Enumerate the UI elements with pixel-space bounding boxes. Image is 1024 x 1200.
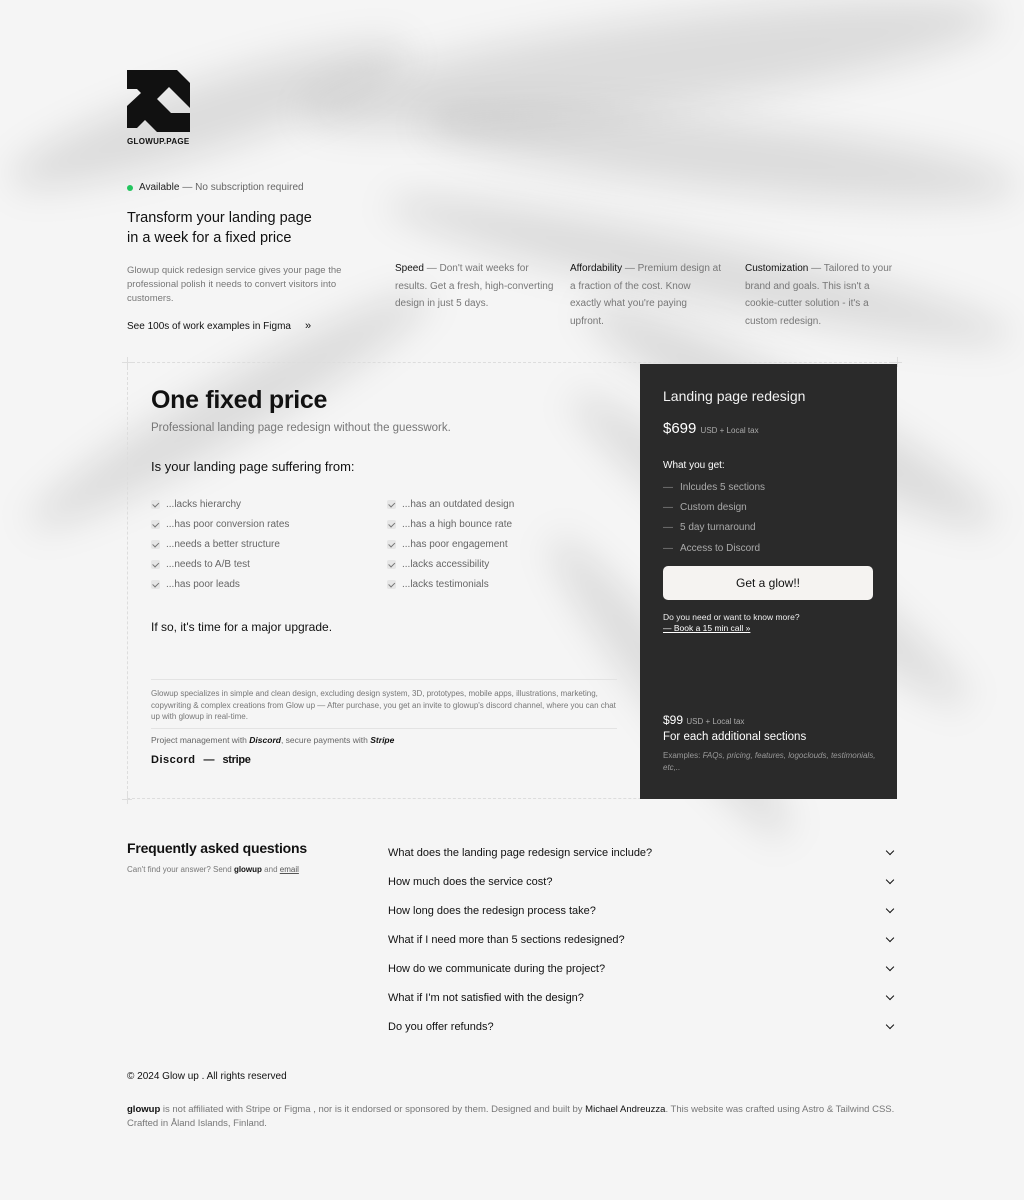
status-label: Available <box>139 182 180 193</box>
chevron-down-icon <box>886 963 894 971</box>
feature-text: — Don't wait weeks for results. Get a fresh, high-converting design in just 5 days. <box>395 263 554 309</box>
check-icon <box>387 500 396 509</box>
check-item <box>387 557 617 572</box>
check-item <box>151 517 387 532</box>
footer-brand: glowup <box>127 1104 161 1115</box>
check-icon <box>387 560 396 569</box>
check-icon <box>151 560 160 569</box>
pain-checklist <box>151 497 617 592</box>
feature-title: Speed <box>395 263 424 274</box>
faq-sub-brand: glowup <box>233 865 262 874</box>
feature-text: — Tailored to your brand and goals. This isn't a cookie-cutter solution - it's a custom redesign. <box>745 263 893 327</box>
author-link[interactable]: Michael Andreuzza <box>585 1104 666 1115</box>
logo-mark-icon <box>127 70 190 133</box>
check-item <box>151 537 387 552</box>
hero <box>127 182 377 332</box>
faq-item[interactable] <box>388 954 897 983</box>
card-help-text: Do you need or want to know more? <box>663 612 800 623</box>
addl-examples <box>663 750 877 773</box>
check-item <box>387 517 617 532</box>
footer-copyright: © 2024 Glow up . All rights reserved <box>127 1071 287 1082</box>
hero-description: Glowup quick redesign service gives your page the professional polish it needs to convert visitors into customers. <box>127 265 342 304</box>
hero-title-line2: in a week for a fixed price <box>127 230 292 246</box>
feature-customization <box>745 260 897 330</box>
hero-title <box>127 208 377 248</box>
check-label: ...lacks hierarchy <box>166 499 242 510</box>
availability-status <box>127 182 377 193</box>
check-label: ...has poor engagement <box>402 539 508 550</box>
faq-subtitle <box>127 865 357 874</box>
addl-examples-list: FAQs, pricing, features, logoclouds, testimonials, etc,.. <box>663 751 876 772</box>
addl-price-note: USD + Local tax <box>686 717 745 726</box>
check-item <box>151 577 387 592</box>
price-value: $699 <box>663 420 697 437</box>
additional-sections <box>663 713 877 773</box>
hero-title-line1: Transform your landing page <box>127 210 312 226</box>
check-label: ...needs to A/B test <box>166 559 250 570</box>
partner-logos <box>151 754 617 766</box>
faq-item[interactable] <box>388 983 897 1012</box>
faq-question: What does the landing page redesign service include? <box>388 846 653 859</box>
chevron-down-icon <box>886 847 894 855</box>
faq-header <box>127 840 357 874</box>
card-feature-item: — Inlcudes 5 sections <box>663 477 874 497</box>
pm-prefix: Project management with <box>151 734 247 745</box>
faq-question: What if I'm not satisfied with the design? <box>388 991 584 1004</box>
faq-item[interactable] <box>388 867 897 896</box>
status-text: — No subscription required <box>182 182 304 193</box>
figma-examples-link[interactable] <box>127 320 377 332</box>
pm-stripe: Stripe <box>370 734 395 745</box>
pm-middle: , secure payments with <box>280 734 368 745</box>
corner-marker <box>122 357 132 367</box>
check-icon <box>387 580 396 589</box>
addl-price <box>663 713 877 727</box>
status-dot-icon <box>127 185 133 191</box>
footer-note-text-2: . This website was crafted using Astro & Tailwind CSS. Crafted in Åland Islands, Finland. <box>127 1104 895 1129</box>
pricing-info <box>151 386 617 766</box>
feature-title: Affordability <box>570 263 623 274</box>
get-a-glow-button[interactable]: Get a glow!! <box>663 566 873 600</box>
addl-examples-prefix: Examples: <box>663 751 701 760</box>
card-price <box>663 420 874 437</box>
addl-title: For each additional sections <box>663 731 807 743</box>
check-label: ...lacks accessibility <box>402 559 490 570</box>
chevron-down-icon <box>886 934 894 942</box>
card-help <box>663 612 874 634</box>
check-icon <box>151 520 160 529</box>
feature-speed <box>395 260 555 313</box>
email-link[interactable]: email <box>279 865 299 874</box>
faq-sub-prefix: Can't find your answer? Send <box>127 865 232 874</box>
double-chevron-right-icon: » <box>304 320 312 332</box>
check-icon <box>387 520 396 529</box>
check-icon <box>151 580 160 589</box>
footer-note <box>127 1103 897 1131</box>
project-management-line <box>151 735 617 745</box>
discord-logo: Discord <box>151 753 196 766</box>
check-icon <box>151 540 160 549</box>
check-item <box>387 497 617 512</box>
footer-note-text: is not affiliated with Stripe or Figma , nor is it endorsed or sponsored by them. Designed and built by <box>160 1104 586 1115</box>
chevron-down-icon <box>886 876 894 884</box>
pain-question: Is your landing page suffering from: <box>151 459 355 474</box>
corner-marker <box>122 794 132 804</box>
check-item <box>387 537 617 552</box>
faq-question: Do you offer refunds? <box>388 1020 494 1033</box>
faq-item[interactable] <box>388 1012 897 1041</box>
card-get-label: What you get: <box>663 460 725 471</box>
logo-separator: — <box>203 753 215 766</box>
brand-logo[interactable] <box>127 70 191 146</box>
check-label: ...has poor conversion rates <box>166 519 290 530</box>
feature-text: — Premium design at a fraction of the cost. Know exactly what you're paying upfront. <box>570 263 722 327</box>
addl-price-value: $99 <box>663 713 684 727</box>
brand-name: GLOWUP.PAGE <box>127 137 190 146</box>
faq-question: How long does the redesign process take? <box>388 904 596 917</box>
price-note: USD + Local tax <box>700 426 759 435</box>
faq-item[interactable] <box>388 896 897 925</box>
check-label: ...lacks testimonials <box>402 579 489 590</box>
check-item <box>151 557 387 572</box>
faq-item[interactable] <box>388 925 897 954</box>
check-label: ...has a high bounce rate <box>402 519 513 530</box>
card-feature-item: — Access to Discord <box>663 538 874 558</box>
check-label: ...has an outdated design <box>402 499 515 510</box>
service-disclaimer: Glowup specializes in simple and clean design, excluding design system, 3D, prototypes, mobile apps, illustrations, marketing, copywriting & complex creations from Glow up — After purchase, you get an invite to glowup's discord channel, where you can chat up with glowup in real-time. <box>151 679 617 729</box>
card-title: Landing page redesign <box>663 388 806 404</box>
check-label: ...has poor leads <box>166 579 240 590</box>
faq-item[interactable] <box>388 838 897 867</box>
faq-list <box>388 838 897 1041</box>
feature-affordability <box>570 260 722 330</box>
pm-discord: Discord <box>249 734 281 745</box>
check-item <box>151 497 387 512</box>
faq-title: Frequently asked questions <box>127 840 307 856</box>
chevron-down-icon <box>886 992 894 1000</box>
chevron-down-icon <box>886 905 894 913</box>
pricing-title: One fixed price <box>151 386 328 414</box>
feature-title: Customization <box>745 263 809 274</box>
check-label: ...needs a better structure <box>166 539 280 550</box>
stripe-logo: stripe <box>222 753 251 766</box>
faq-question: How do we communicate during the project? <box>388 962 606 975</box>
card-feature-item: — 5 day turnaround <box>663 518 874 538</box>
pricing-card <box>640 364 897 799</box>
chevron-down-icon <box>886 1021 894 1029</box>
book-call-link[interactable]: — Book a 15 min call » <box>663 623 751 634</box>
card-feature-list <box>663 477 874 558</box>
check-item <box>387 577 617 592</box>
check-icon <box>387 540 396 549</box>
check-icon <box>151 500 160 509</box>
upgrade-statement: If so, it's time for a major upgrade. <box>151 620 333 634</box>
faq-question: How much does the service cost? <box>388 875 553 888</box>
faq-sub-and: and <box>264 865 278 874</box>
pricing-subtitle: Professional landing page redesign without the guesswork. <box>151 422 451 434</box>
figma-examples-label: See 100s of work examples in Figma <box>127 320 291 332</box>
card-feature-item: — Custom design <box>663 497 874 517</box>
faq-question: What if I need more than 5 sections redesigned? <box>388 933 625 946</box>
